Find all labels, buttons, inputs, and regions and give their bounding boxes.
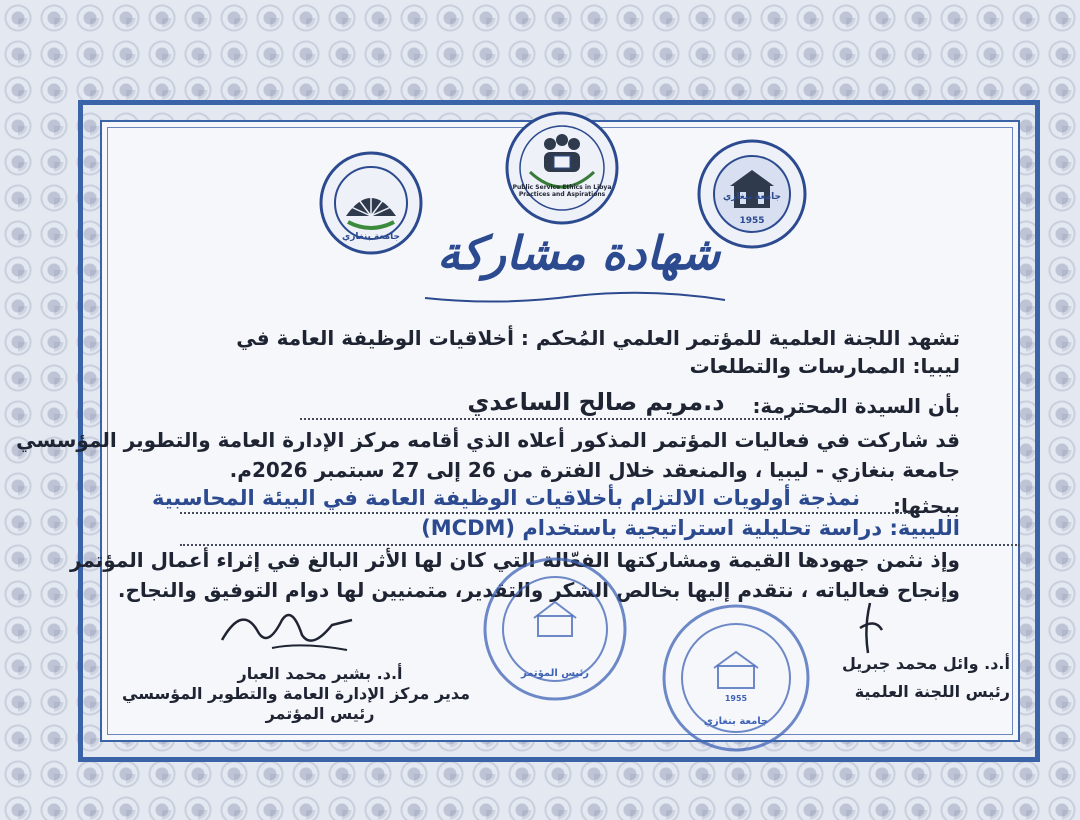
research-label: ببحثها: (893, 494, 960, 518)
stamp-left-text: رئيس المؤتمر (520, 668, 590, 679)
title-flourish (420, 290, 730, 306)
right-signatory-name: أ.د. وائل محمد جبريل (842, 654, 1010, 673)
stamp-right-text: جامعة بنغازي (703, 716, 769, 727)
recipient-dotted-line (300, 418, 790, 420)
left-signature (212, 600, 362, 660)
body-line-1: قد شاركت في فعاليات المؤتمر المذكور أعلاه الذي أقامه مركز الإدارة العامة والتطوير المؤسسي (16, 428, 960, 452)
research-title-line-1: نمذجة أولويات الالتزام بأخلاقيات الوظيفة العامة في البيئة المحاسبية (152, 486, 860, 510)
right-logo-caption: جامعة بنغازي (722, 192, 782, 202)
intro-line-1: تشهد اللجنة العلمية للمؤتمر العلمي المُحكم : أخلاقيات الوظيفة العامة في (236, 326, 960, 350)
scientific-committee-stamp (660, 602, 812, 754)
stamp-year: 1955 (724, 694, 748, 703)
left-signatory-name: أ.د. بشير محمد العبار (237, 664, 403, 683)
closing-line-1: وإذ نثمن جهودها القيمة ومشاركتها الفعّالة التي كان لها الأثر البالغ في إثراء أعمال المؤتمر (69, 548, 960, 572)
research-dotted-line-2 (180, 544, 1020, 546)
research-dotted-line-1 (180, 512, 910, 514)
right-logo-year: 1955 (739, 216, 765, 226)
intro-line-2: ليبيا: الممارسات والتطلعات (689, 354, 960, 378)
closing-line-2: وإنجاح فعالياته ، نتقدم إليها بخالص الشكر والتقدير، متمنيين لها دوام التوفيق والنجاح. (117, 578, 960, 602)
research-title-line-2: الليبية: دراسة تحليلية استراتيجية باستخدام (MCDM) (421, 516, 960, 540)
body-line-2: جامعة بنغازي - ليبيا ، والمنعقد خلال الفترة من 26 إلى 27 سبتمبر 2026م. (229, 458, 960, 482)
recipient-label: بأن السيدة المحترمة: (752, 394, 960, 418)
recipient-name: د.مريم صالح الساعدي (467, 388, 725, 416)
left-logo-caption: جامعة بنغازي (341, 232, 401, 242)
certificate-title: شهادة مشاركة (437, 226, 720, 280)
right-signatory-role: رئيس اللجنة العلمية (854, 682, 1010, 701)
center-logo-caption: Public Service Ethics in Libya Practices and Aspirations (512, 184, 612, 198)
left-signatory-role: مدير مركز الإدارة العامة والتطوير المؤسسي (122, 684, 470, 703)
conference-chair-stamp (482, 556, 628, 702)
right-signature (840, 598, 900, 658)
left-signatory-role-2: رئيس المؤتمر (265, 704, 375, 723)
center-logo-seal (500, 110, 624, 228)
